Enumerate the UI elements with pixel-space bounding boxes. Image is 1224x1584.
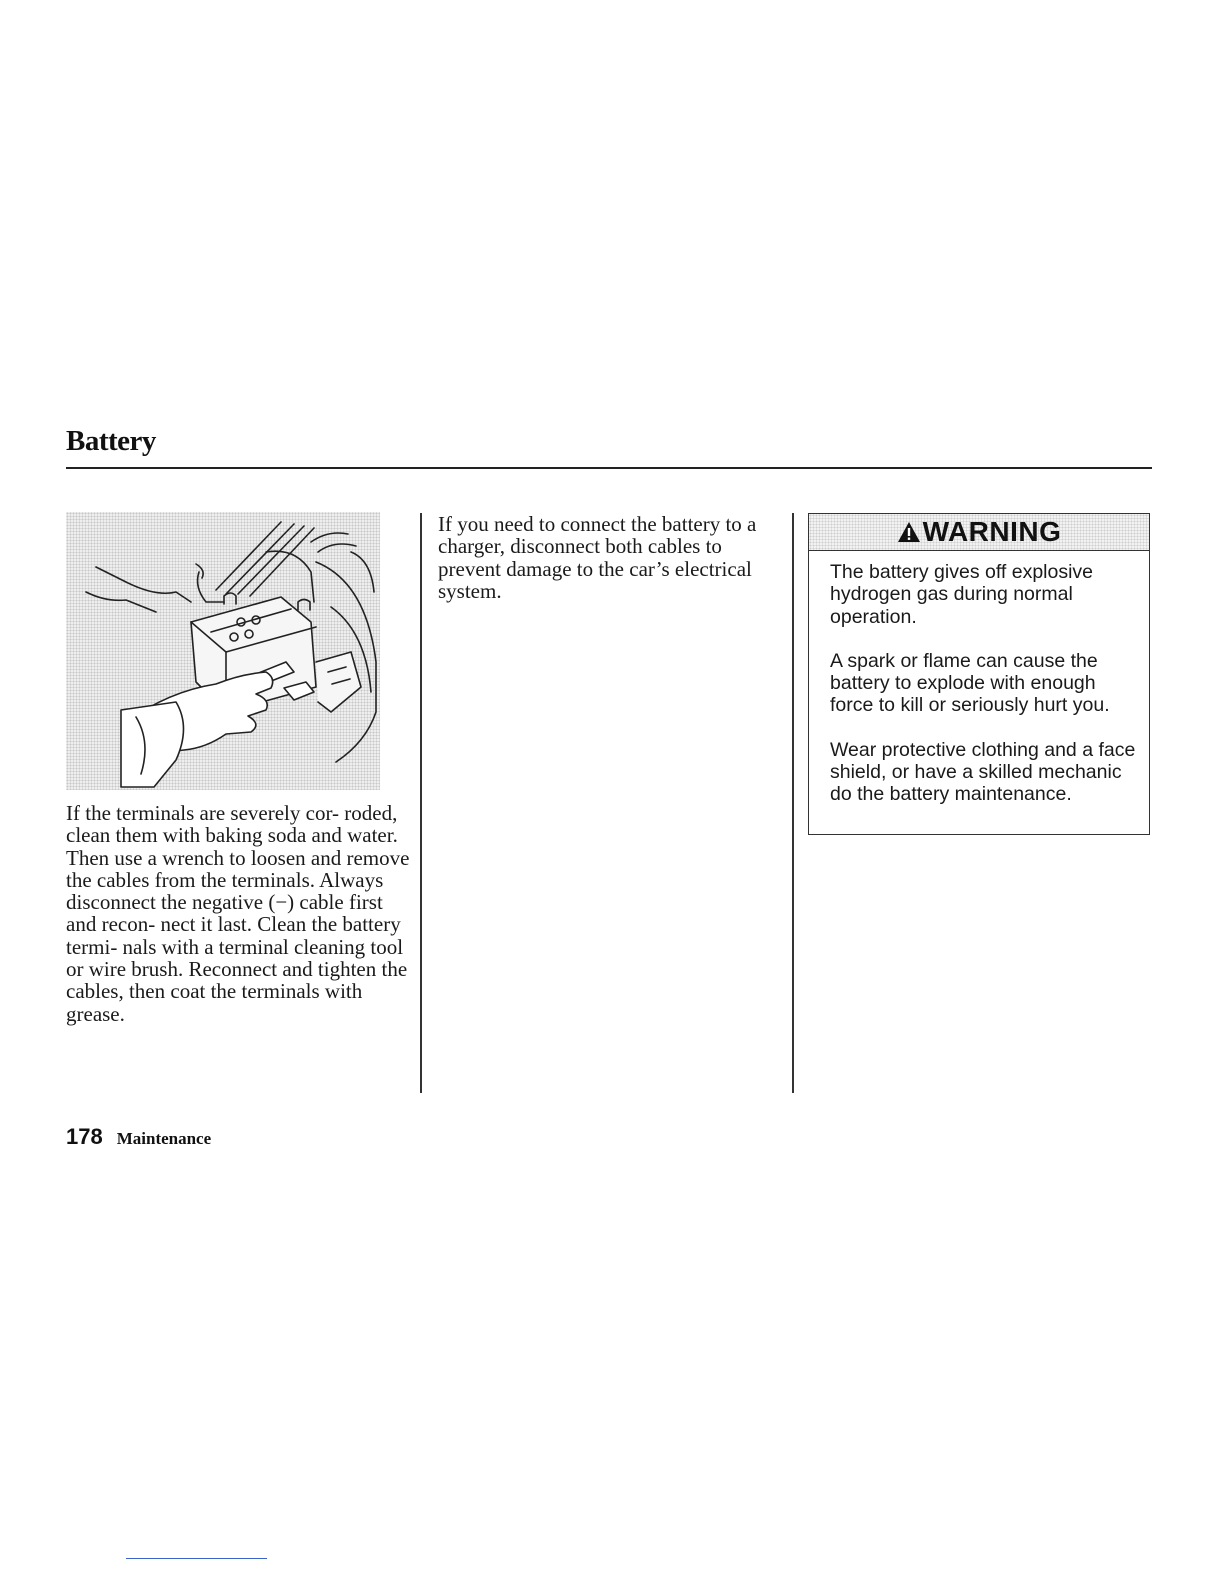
column-divider-left	[420, 513, 422, 1093]
warning-header	[809, 514, 1149, 551]
warning-heading: WARNING	[922, 516, 1062, 547]
warning-body	[809, 551, 1149, 806]
page-number: 178	[66, 1124, 103, 1149]
warning-box	[808, 513, 1150, 835]
warning-triangle-icon	[897, 521, 921, 543]
warning-paragraph: Wear protective clothing and a face shield, or have a skilled mechanic do the battery maintenance.	[830, 738, 1136, 806]
page-footer	[66, 1124, 211, 1150]
terminal-cleaning-paragraph: If the terminals are severely cor- roded, clean them with baking soda and water. Then use a wrench to loosen and remove the cables from the terminals. Always disconnect the negative (−) cable first and recon- nect it last. Clean the battery termi- nals with a terminal cleaning tool or wire brush. Reconnect and tighten the cables, then coat the terminals with grease.	[66, 801, 410, 1026]
warning-paragraph: The battery gives off explosive hydrogen gas during normal operation.	[830, 561, 1094, 628]
bottom-rule	[126, 1558, 267, 1559]
page-title: Battery	[66, 425, 156, 457]
charger-paragraph: If you need to connect the battery to a charger, disconnect both cables to prevent damage to the car’s electrical system.	[438, 512, 757, 603]
section-name: Maintenance	[116, 1129, 212, 1148]
battery-illustration	[66, 512, 380, 790]
warning-paragraph: A spark or flame can cause the battery to explode with enough force to kill or seriously hurt you.	[830, 649, 1110, 717]
title-rule	[66, 467, 1152, 469]
column-divider-right	[792, 513, 794, 1093]
battery-terminal-illustration	[66, 512, 380, 790]
